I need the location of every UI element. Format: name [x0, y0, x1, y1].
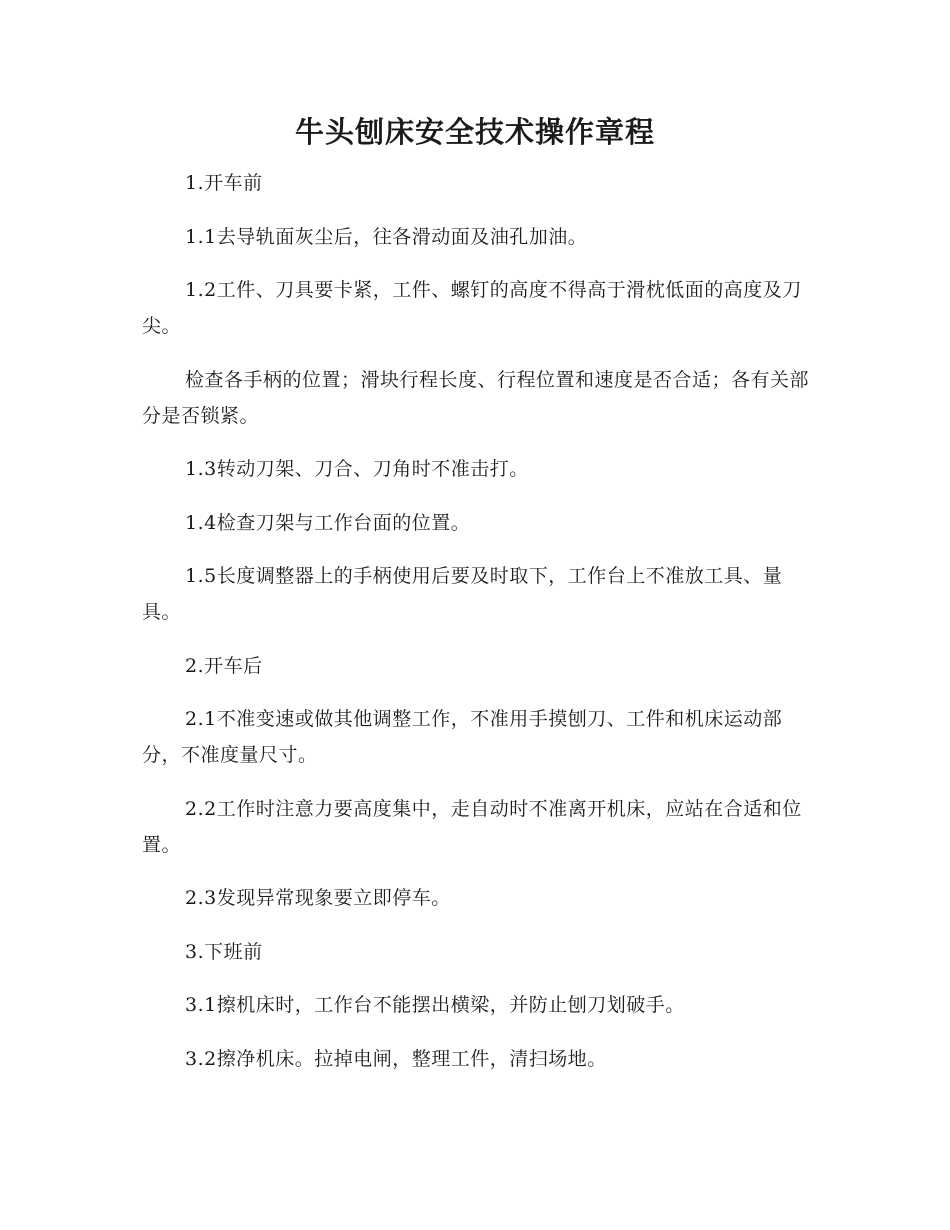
paragraph-2-1: 2.1不准变速或做其他调整工作，不准用手摸刨刀、工件和机床运动部分，不准度量尺寸。 [142, 708, 783, 766]
section-heading-3: 3.下班前 [185, 940, 263, 963]
document-body [142, 165, 812, 1094]
paragraph-1-1: 1.1去导轨面灰尘后，往各滑动面及油孔加油。 [185, 225, 588, 248]
paragraph-1-5: 1.5长度调整器上的手柄使用后要及时取下，工作台上不准放工具、量具。 [142, 565, 783, 623]
paragraph-2-2: 2.2工作时注意力要高度集中，走自动时不准离开机床，应站在合适和位置。 [142, 797, 802, 856]
section-heading-2: 2.开车后 [185, 654, 263, 677]
section-heading-1: 1.开车前 [185, 172, 263, 194]
paragraph-1-2: 1.2工件、刀具要卡紧，工件、螺钉的高度不得高于滑枕低面的高度及刀尖。 [142, 279, 802, 337]
paragraph-1-3: 1.3转动刀架、刀合、刀角时不准击打。 [185, 458, 529, 480]
paragraph-check-handles: 检查各手柄的位置；滑块行程长度、行程位置和速度是否合适；各有关部分是否锁紧。 [142, 368, 810, 427]
paragraph-3-2: 3.2擦净机床。拉掉电闸，整理工件，清扫场地。 [185, 1047, 607, 1070]
paragraph-1-4: 1.4检查刀架与工作台面的位置。 [185, 511, 471, 534]
paragraph-3-1: 3.1擦机床时，工作台不能摆出横梁，并防止刨刀划破手。 [185, 994, 685, 1016]
document-title: 牛头刨床安全技术操作章程 [294, 115, 655, 149]
paragraph-2-3: 2.3发现异常现象要立即停车。 [185, 887, 451, 909]
